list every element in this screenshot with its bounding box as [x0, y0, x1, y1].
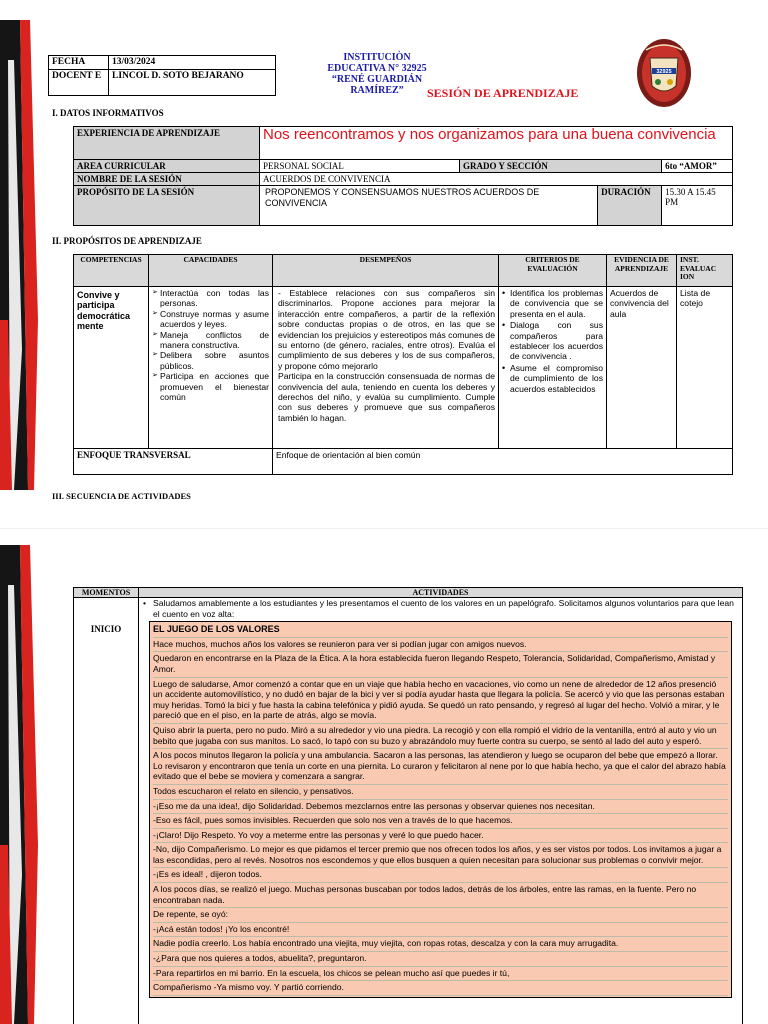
story-paragraph: -¡Acá están todos! ¡Yo los encontré! — [153, 923, 728, 938]
capacidad-item: ➢ Delibera sobre asuntos públicos. — [152, 350, 269, 371]
header-actividades: ACTIVIDADES — [139, 588, 743, 598]
section-propositos-title: II. PROPÓSITOS DE APRENDIZAJE — [52, 236, 202, 246]
docente-label: DOCENT E — [49, 70, 109, 96]
story-paragraph: Luego de saludarse, Amor comenzó a contar que en un viaje que había hecho en vacaciones, vio como un nene de alrededor de 12 años presenció un accidente automovilístico, y no dudó en bajar de la bici y ver si podía ayudar hasta que llegara la policía. Se acercó y vio que las personas estaban muy heridas. Tomó la bici y fue hasta la cabina telefónica y pidió ayuda. Se quedó un rato pensando, y regresó al lugar del hecho. Volvió a mirar, y le pareció que en el piso, en la parte de atrás, algo se movía. — [153, 678, 728, 724]
logo-number: 32925 — [656, 69, 672, 75]
criterio-item: • Dialoga con sus compañeros para establecer los acuerdos de convivencia . — [502, 320, 603, 362]
criterios-list — [502, 288, 603, 394]
bullet-icon: • — [143, 598, 147, 608]
story-paragraph: -¡Eso me da una idea!, dijo Solidaridad. Debemos mezclarnos entre las personas y observar quienes nos necesitan. — [153, 800, 728, 815]
criterio-item: • Identifica los problemas de convivencia que se presenta en el aula. — [502, 288, 603, 319]
institution-line-2: EDUCATIVA N° 32925 — [327, 63, 427, 74]
propositos-table — [73, 254, 733, 475]
competencia-cell — [74, 287, 149, 449]
header-table — [48, 55, 276, 96]
area-value: PERSONAL SOCIAL — [260, 160, 460, 173]
desempeno-2: Participa en la construcción consensuada de normas de convivencia del aula, teniendo en cuenta los deberes y derechos del niño, y evalúa su cumplimiento. Cumple con sus deberes y promueve que sus compañeros también lo hagan. — [278, 371, 495, 423]
capacidades-cell — [149, 287, 273, 449]
institution-name — [318, 52, 436, 96]
nombre-label: NOMBRE DE LA SESIÓN — [74, 173, 260, 186]
header-criterios: CRITERIOS DE EVALUACIÓN — [499, 255, 607, 287]
session-title: SESIÓN DE APRENDIZAJE — [427, 86, 579, 100]
section-secuencia-title: III. SECUENCIA DE ACTIVIDADES — [52, 491, 191, 501]
grado-label: GRADO Y SECCIÓN — [460, 160, 662, 173]
momento-inicio: INICIO — [90, 624, 122, 634]
story-title: EL JUEGO DE LOS VALORES — [153, 623, 728, 638]
story-paragraph: Compañerismo -Ya mismo voy. Y partió corriendo. — [153, 981, 728, 996]
docente-value: LINCOL D. SOTO BEJARANO — [109, 70, 276, 96]
datos-table — [73, 126, 733, 226]
story-paragraph: Nadie podía creerlo. Los había encontrado una viejita, muy viejita, con ropas rotas, descalza y con la cara muy arrugadita. — [153, 937, 728, 952]
story-paragraph: De repente, se oyó: — [153, 908, 728, 923]
proposito-value: PROPONEMOS Y CONSENSUAMOS NUESTROS ACUERDOS DE CONVIVENCIA — [260, 186, 598, 226]
duracion-value: 15.30 A 15.45 PM — [662, 186, 733, 226]
story-paragraph: A los pocos minutos llegaron la policía y una ambulancia. Sacaron a las personas, las atendieron y luego se ocuparon del bebe que empezó a llorar. Lo revisaron y encontraron que tenía un corte en una piernita. Lo curaron y felicitaron al nene por lo que había hecho, ya que el calor del abrazo había evitado que el bebe se moviera y comenzara a sangrar. — [153, 749, 728, 785]
capacidad-item: ➢ Participa en acciones que promueven el bienestar común — [152, 371, 269, 402]
fecha-label: FECHA — [49, 56, 109, 70]
story-paragraph: -¡Es es ideal! , dijeron todos. — [153, 868, 728, 883]
capacidades-list — [152, 288, 269, 402]
side-stripes-svg — [0, 20, 42, 490]
header-evidencia: EVIDENCIA DE APRENDIZAJE — [607, 255, 677, 287]
header-competencias: COMPETENCIAS — [74, 255, 149, 287]
story-paragraph: -Para repartirlos en mi barrio. En la escuela, los chicos se pelean mucho así que puedes ir tú, — [153, 967, 728, 982]
institution-line-4: RAMÍREZ” — [350, 85, 404, 96]
enfoque-value: Enfoque de orientación al bien común — [273, 449, 733, 475]
story-box — [149, 621, 732, 998]
actividades-cell — [139, 598, 743, 1024]
capacidad-item: ➢ Construye normas y asume acuerdos y leyes. — [152, 309, 269, 330]
area-label: AREA CURRICULAR — [74, 160, 260, 173]
story-paragraph: Quedaron en encontrarse en la Plaza de la Ética. A la hora establecida fueron llegando Respeto, Tolerancia, Solidaridad, Compañerismo, Amistad y Amor. — [153, 652, 728, 677]
story-paragraph: Todos escucharon el relato en silencio, y pensativos. — [153, 785, 728, 800]
institution-line-1: INSTITUCIÒN — [343, 52, 411, 63]
header-momentos: MOMENTOS — [74, 588, 139, 598]
side-decoration-bottom — [0, 545, 42, 1024]
school-crest-icon — [636, 38, 692, 108]
intro-paragraph: Saludamos amablemente a los estudiantes y les presentamos el cuento de los valores en un papelógrafo. Solicitamos algunos voluntarios para que lean el cuento en voz alta: — [153, 598, 734, 619]
story-paragraph: -Eso es fácil, pues somos invisibles. Recuerden que solo nos ven a través de lo que hacemos. — [153, 814, 728, 829]
evidencia-cell: Acuerdos de convivencia del aula — [607, 287, 677, 449]
page-gap — [0, 528, 768, 529]
story-paragraph: -¡Claro! Dijo Respeto. Yo voy a meterme entre las personas y veré lo que puedo hacer. — [153, 829, 728, 844]
nombre-value: ACUERDOS DE CONVIVENCIA — [260, 173, 733, 186]
story-paragraph: Quiso abrir la puerta, pero no pudo. Miró a su alrededor y vio una piedra. La recogió y con ella rompió el vidrio de la ventanilla, entró al auto y vio un bebito que jugaba con sus manitos. Lo sacó, lo tapó con su buzo y abrazándolo muy fuerte contra su cuerpo, se sentó al lado del auto y esperó. — [153, 724, 728, 749]
proposito-label: PROPÓSITO DE LA SESIÓN — [74, 186, 260, 226]
instrumento-cell: Lista de cotejo — [677, 287, 733, 449]
grado-value: 6to “AMOR” — [662, 160, 733, 173]
enfoque-label: ENFOQUE TRANSVERSAL — [74, 449, 273, 475]
competencia-text: Convive y participa democrática mente — [77, 290, 131, 332]
school-logo — [636, 38, 692, 108]
desempeno-1: - Establece relaciones con sus compañeros sin discriminarlos. Propone acciones para mejorar la interacción entre compañeros, a partir de la reflexión sobre conductas propias o de otros, en las que se evidencian los prejuicios y estereotipos más comunes de su entorno (de género, raciales, entre otros). Evalúa el cumplimiento de sus deberes y los de sus compañeros, y propone cómo mejorarlo — [278, 288, 495, 371]
header-capacidades: CAPACIDADES — [149, 255, 273, 287]
side-stripes-svg-2 — [0, 545, 42, 1024]
capacidad-item: ➢ Maneja conflictos de manera constructiva. — [152, 330, 269, 351]
story-paragraph: -¿Para que nos quieres a todos, abuelita?, preguntaron. — [153, 952, 728, 967]
desempenos-cell — [273, 287, 499, 449]
experiencia-label: EXPERIENCIA DE APRENDIZAJE — [74, 127, 260, 160]
header-desempenos: DESEMPEÑOS — [273, 255, 499, 287]
story-paragraph: Hace muchos, muchos años los valores se reunieron para ver si podían jugar con amigos nuevos. — [153, 638, 728, 653]
momento-cell — [74, 598, 139, 1024]
duracion-label: DURACIÓN — [598, 186, 662, 226]
header-instrumento: INST. EVALUAC ION — [677, 255, 733, 287]
story-paragraph: A los pocos días, se realizó el juego. Muchas personas buscaban por todos lados, detrás de los árboles, entre las ramas, en la fuente. Pero no encontraban nada. — [153, 883, 728, 908]
intro-text — [143, 598, 738, 619]
actividades-table — [73, 587, 743, 1024]
side-decoration-top — [0, 20, 42, 490]
story-paragraph: -No, dijo Compañerismo. Lo mejor es que pidamos el tercer premio que nos ofrecen todos los años, y es ser vistos por todos. Los invitamos a jugar a las escondidas, pero al revés. Nosotros nos escondemos y que ellos busquen a quien necesitan para solucionar sus problemas o convivir mejor. — [153, 843, 728, 868]
institution-line-3: “RENÉ GUARDIÁN — [331, 74, 423, 85]
capacidad-item: ➢ Interactúa con todas las personas. — [152, 288, 269, 309]
fecha-value: 13/03/2024 — [109, 56, 276, 70]
experiencia-value: Nos reencontramos y nos organizamos para una buena convivencia — [260, 127, 733, 160]
criterio-item: • Asume el compromiso de cumplimiento de los acuerdos establecidos — [502, 363, 603, 394]
section-datos-title: I. DATOS INFORMATIVOS — [52, 108, 164, 118]
criterios-cell — [499, 287, 607, 449]
